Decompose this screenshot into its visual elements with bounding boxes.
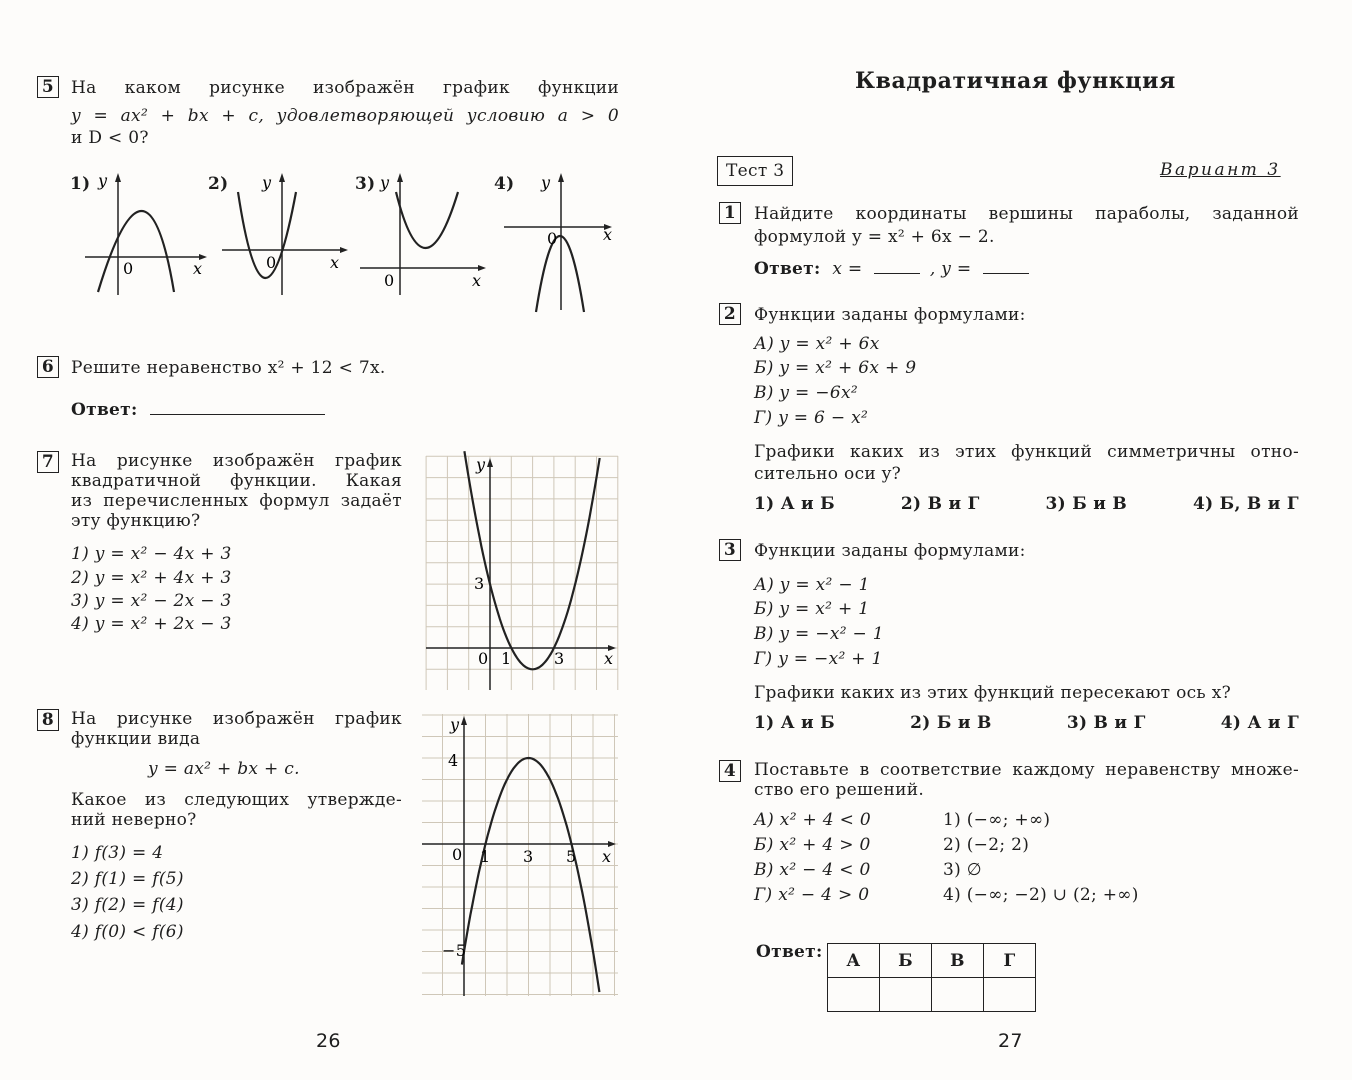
r-q2-option-4[interactable]: 4) Б, В и Г — [1192, 494, 1299, 514]
answer-header-g: Г — [984, 944, 1036, 978]
r-q3-item-b: Б) y = x² + 1 — [754, 599, 870, 619]
q5-graph2-label: 2) — [208, 174, 229, 194]
q8-graph-tick-4: 4 — [448, 751, 459, 770]
q8-graph-origin: 0 — [452, 845, 463, 864]
q5-line3: и D < 0? — [71, 128, 149, 148]
q8-graph-tick-m5: −5 — [442, 941, 467, 960]
r-q3-options — [754, 711, 1299, 735]
q5-line1: На каком рисунке изображён график функции — [71, 78, 619, 98]
q7-graph-y: y — [476, 455, 486, 474]
answer-cell-a[interactable] — [828, 978, 880, 1012]
q8-line3: Какое из следующих утвержде- — [71, 790, 402, 810]
r-q1-ax: x = — [832, 259, 863, 279]
r-q4-right-2: 2) (−2; 2) — [943, 835, 1030, 855]
test-label: Тест 3 — [717, 156, 793, 186]
q7-line1: На рисунке изображён график — [71, 451, 402, 471]
answer-header-v: В — [932, 944, 984, 978]
q5-graph1-y: y — [98, 171, 108, 190]
q8-option-1: 1) f(3) = 4 — [71, 843, 164, 863]
q7-line4: эту функцию? — [71, 511, 201, 531]
q7-graph-tick-3y: 3 — [474, 574, 485, 593]
variant-label: Вариант 3 — [1160, 160, 1281, 180]
q8-formula: y = ax² + bx + c. — [148, 759, 300, 779]
q8-graph-tick-5: 5 — [566, 847, 577, 866]
r-q2-options — [754, 492, 1299, 516]
q5-graph4-y: y — [541, 173, 551, 192]
r-q4-left-b: Б) x² + 4 > 0 — [754, 835, 871, 855]
r-q4-right-1: 1) (−∞; +∞) — [943, 810, 1051, 830]
r-q2-option-1[interactable]: 1) А и Б — [754, 494, 836, 514]
q5-graph1 — [85, 170, 210, 300]
r-q2-item-b: Б) y = x² + 6x + 9 — [754, 358, 917, 378]
q7-option-4: 4) y = x² + 2x − 3 — [71, 614, 232, 634]
task-number-8: 8 — [37, 709, 59, 731]
r-q4-answer-label: Ответ: — [756, 942, 823, 962]
q5-graph2-x: x — [330, 253, 340, 272]
q6-answer-blank[interactable] — [150, 414, 325, 415]
q8-graph — [422, 714, 618, 996]
r-q1-x-blank[interactable] — [874, 273, 920, 274]
q5-graph4-x: x — [603, 225, 613, 244]
r-q2-question2: сительно оси y? — [754, 464, 902, 484]
task-number-r1: 1 — [719, 202, 741, 224]
q5-graph2 — [222, 170, 352, 300]
q5-graph3-label: 3) — [355, 174, 376, 194]
r-q3-option-4[interactable]: 4) А и Г — [1220, 713, 1299, 733]
answer-cell-g[interactable] — [984, 978, 1036, 1012]
r-q3-option-2[interactable]: 2) Б и В — [910, 713, 992, 733]
q5-graph3 — [360, 170, 490, 300]
task-number-6: 6 — [37, 356, 59, 378]
q6-answer-label: Ответ: — [71, 400, 138, 420]
answer-header-b: Б — [880, 944, 932, 978]
q8-line4: ний неверно? — [71, 810, 197, 830]
r-q4-right-3: 3) ∅ — [943, 860, 982, 880]
q8-graph-tick-1: 1 — [480, 847, 491, 866]
r-q2-option-2[interactable]: 2) В и Г — [900, 494, 980, 514]
r-q2-question1: Графики каких из этих функций симметричны отно- — [754, 442, 1299, 462]
q8-option-2: 2) f(1) = f(5) — [71, 869, 184, 889]
q7-parabola — [464, 451, 599, 669]
q7-line2: квадратичной функции. Какая — [71, 471, 402, 491]
q5-graph1-x: x — [193, 259, 203, 278]
task-number-7: 7 — [37, 451, 59, 473]
q5-graph3-x: x — [472, 271, 482, 290]
r-q3-item-v: В) y = −x² − 1 — [754, 624, 884, 644]
r-q1-line1: Найдите координаты вершины параболы, заданной — [754, 204, 1299, 224]
r-q3-item-g: Г) y = −x² + 1 — [754, 649, 883, 669]
r-q4-left-v: В) x² − 4 < 0 — [754, 860, 871, 880]
r-q3-item-a: А) y = x² − 1 — [754, 575, 870, 595]
r-q2-intro: Функции заданы формулами: — [754, 305, 1026, 325]
q7-graph — [426, 456, 618, 690]
q6-text: Решите неравенство x² + 12 < 7x. — [71, 358, 386, 378]
q5-graph4 — [504, 170, 624, 315]
q5-graph4-origin: 0 — [547, 229, 558, 248]
q7-graph-origin: 0 — [478, 649, 489, 668]
q5-graph2-y: y — [262, 173, 272, 192]
q5-line2: y = ax² + bx + c, удовлетворяющей условию a > 0 — [71, 106, 619, 126]
task-number-5: 5 — [37, 76, 59, 98]
r-q4-right-4: 4) (−∞; −2) ∪ (2; +∞) — [943, 885, 1139, 905]
r-q2-item-v: В) y = −6x² — [754, 383, 858, 403]
page-number-left: 26 — [316, 1030, 341, 1052]
answer-cell-b[interactable] — [880, 978, 932, 1012]
q7-line3: из перечисленных формул задаёт — [71, 491, 402, 511]
task-number-r4: 4 — [719, 760, 741, 782]
q7-graph-x: x — [604, 649, 614, 668]
q8-graph-x: x — [602, 847, 612, 866]
task-number-r3: 3 — [719, 539, 741, 561]
task-number-r2: 2 — [719, 303, 741, 325]
r-q1-line2: формулой y = x² + 6x − 2. — [754, 227, 995, 247]
answer-header-a: А — [828, 944, 880, 978]
r-q1-y-blank[interactable] — [983, 273, 1029, 274]
r-q4-left-a: А) x² + 4 < 0 — [754, 810, 871, 830]
r-q4-line2: ство его решений. — [754, 780, 925, 800]
q8-line2: функции вида — [71, 729, 201, 749]
q8-option-3: 3) f(2) = f(4) — [71, 895, 184, 915]
r-q3-option-3[interactable]: 3) В и Г — [1066, 713, 1146, 733]
q8-graph-tick-3: 3 — [523, 847, 534, 866]
r-q3-option-1[interactable]: 1) А и Б — [754, 713, 836, 733]
q8-line1: На рисунке изображён график — [71, 709, 402, 729]
r-q2-item-a: А) y = x² + 6x — [754, 334, 880, 354]
q7-option-3: 3) y = x² − 2x − 3 — [71, 591, 232, 611]
page-number-right: 27 — [998, 1030, 1023, 1052]
q7-option-1: 1) y = x² − 4x + 3 — [71, 544, 232, 564]
q7-graph-tick-3x: 3 — [554, 649, 565, 668]
q5-graph1-label: 1) — [70, 174, 91, 194]
r-q3-question: Графики каких из этих функций пересекают ось x? — [754, 683, 1231, 703]
q5-graph1-origin: 0 — [123, 259, 134, 278]
q7-option-2: 2) y = x² + 4x + 3 — [71, 568, 232, 588]
r-q2-option-3[interactable]: 3) Б и В — [1045, 494, 1128, 514]
r-q1-answer-row — [754, 257, 1029, 281]
r-q4-answer-table — [827, 943, 1036, 1012]
q8-option-4: 4) f(0) < f(6) — [71, 922, 184, 942]
r-q3-intro: Функции заданы формулами: — [754, 541, 1026, 561]
q6-answer-row — [71, 398, 325, 422]
q5-graph4-label: 4) — [494, 174, 515, 194]
r-q1-ay: , y = — [929, 259, 972, 279]
r-q2-item-g: Г) y = 6 − x² — [754, 408, 869, 428]
q5-graph3-y: y — [380, 173, 390, 192]
r-q4-left-g: Г) x² − 4 > 0 — [754, 885, 870, 905]
answer-cell-v[interactable] — [932, 978, 984, 1012]
q8-parabola — [462, 758, 600, 992]
q8-graph-y: y — [450, 715, 460, 734]
q5-graph3-origin: 0 — [384, 271, 395, 290]
q5-graph2-origin: 0 — [266, 253, 277, 272]
r-q4-line1: Поставьте в соответствие каждому неравенству множе- — [754, 760, 1299, 780]
r-q1-answer-label: Ответ: — [754, 259, 821, 279]
q7-graph-tick-1: 1 — [501, 649, 512, 668]
page-title: Квадратичная функция — [855, 68, 1176, 94]
